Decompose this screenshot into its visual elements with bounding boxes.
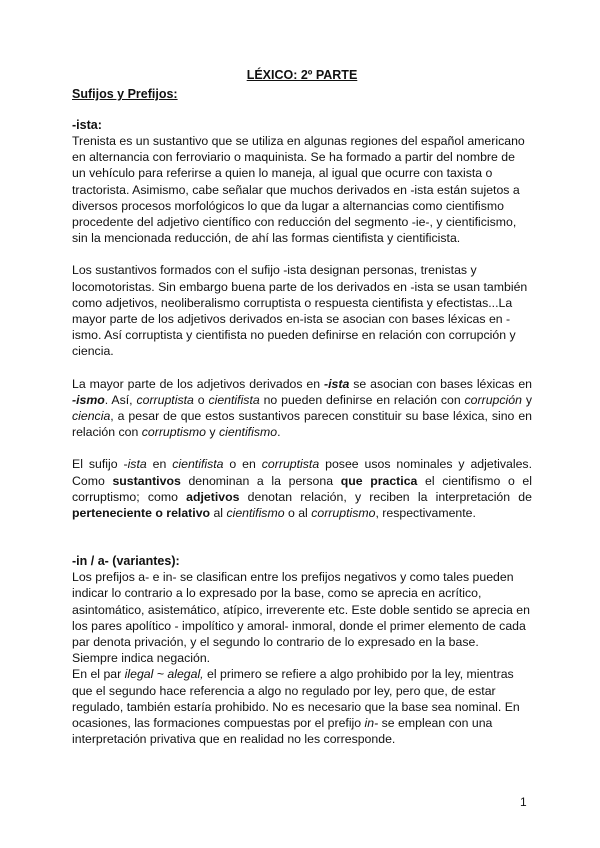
document-page [72, 68, 532, 748]
spacer [72, 440, 532, 456]
ista-paragraph-1: Trenista es un sustantivo que se utiliza en algunas regiones del español americano en alternancia con ferroviario o maquinista. Se ha formado a partir del nombre de un vehículo para referirse a quien lo maneja, al igual que ocurre con taxista o tractorista. Asimismo, cabe señalar que muchos derivados en -ista están sujetos a diversos procesos morfológicos lo que da lugar a alternancias como cientifismo procedente del adjetivo científico con reducción del segmento -ie-, y cientificismo, sin la mencionada reducción, de ahí las formas cientifista y cientificista. [72, 134, 525, 246]
page-number: 1 [520, 795, 527, 809]
ista-paragraph-2: Los sustantivos formados con el sufijo -ista designan personas, trenistas y locomotoristas. Sin embargo buena parte de los derivados en -ista se usan también como adjetivos, neoliberalismo corruptista o respuesta cientifista y efectistas...La mayor parte de los adjetivos derivados en-ista se asocian con bases léxicas en -ismo. Así corruptista y cientifista no pueden definirse en relación con corrupción y ciencia. [72, 263, 528, 359]
ista-paragraph-4: El sufijo -ista en cientifista o en corruptista posee usos nominales y adjetivales. Como sustantivos denominan a la persona que practica el cientifismo o el corruptismo; como adjetivos denotan relación, y reciben la interpretación de perteneciente o relativo al cientifismo o al corruptismo, respectivamente. [72, 457, 533, 521]
spacer [72, 537, 532, 553]
page-title: LÉXICO: 2º PARTE [246, 68, 358, 82]
in-paragraph-3: En el par ilegal ~ alegal, el primero se refiere a algo prohibido por la ley, mientras que el segundo hace referencia a algo no regulado por ley, pero que, de estar regulado, también estaría prohibido. No es necesario que la base sea nominal. En ocasiones, las formaciones compuestas por el prefijo in- se emplean con una interpretación privativa que en realidad no les corresponde. [72, 667, 520, 747]
section-heading: Sufijos y Prefijos: [72, 87, 178, 101]
spacer [72, 521, 532, 537]
in-paragraph-1: Los prefijos a- e in- se clasifican entre los prefijos negativos y como tales pueden indicar lo contrario a lo expresado por la base, como se aprecia en acrítico, asintomático, asistemático, atípico, irreverente etc. Este doble sentido se aprecia en los pares apolítico - impolítico y amoral- inmoral, donde el primer elemento de cada par denota privación, y el segundo lo contrario de lo expresado en la base. [72, 570, 530, 650]
spacer [72, 360, 532, 376]
ista-paragraph-3: La mayor parte de los adjetivos derivados en -ista se asocian con bases léxicas en -ismo. Así, corruptista o cientifista no pueden definirse en relación con corrupción y ciencia, a pesar de que estos sustantivos parecen constituir su base léxica, sino en relación con corruptismo y cientifismo. [72, 376, 532, 440]
ista-heading: -ista: [72, 118, 102, 132]
in-heading: -in / a- (variantes): [72, 554, 180, 569]
spacer [72, 101, 532, 117]
spacer [72, 246, 532, 262]
in-paragraph-2: Siempre indica negación. [72, 651, 211, 666]
